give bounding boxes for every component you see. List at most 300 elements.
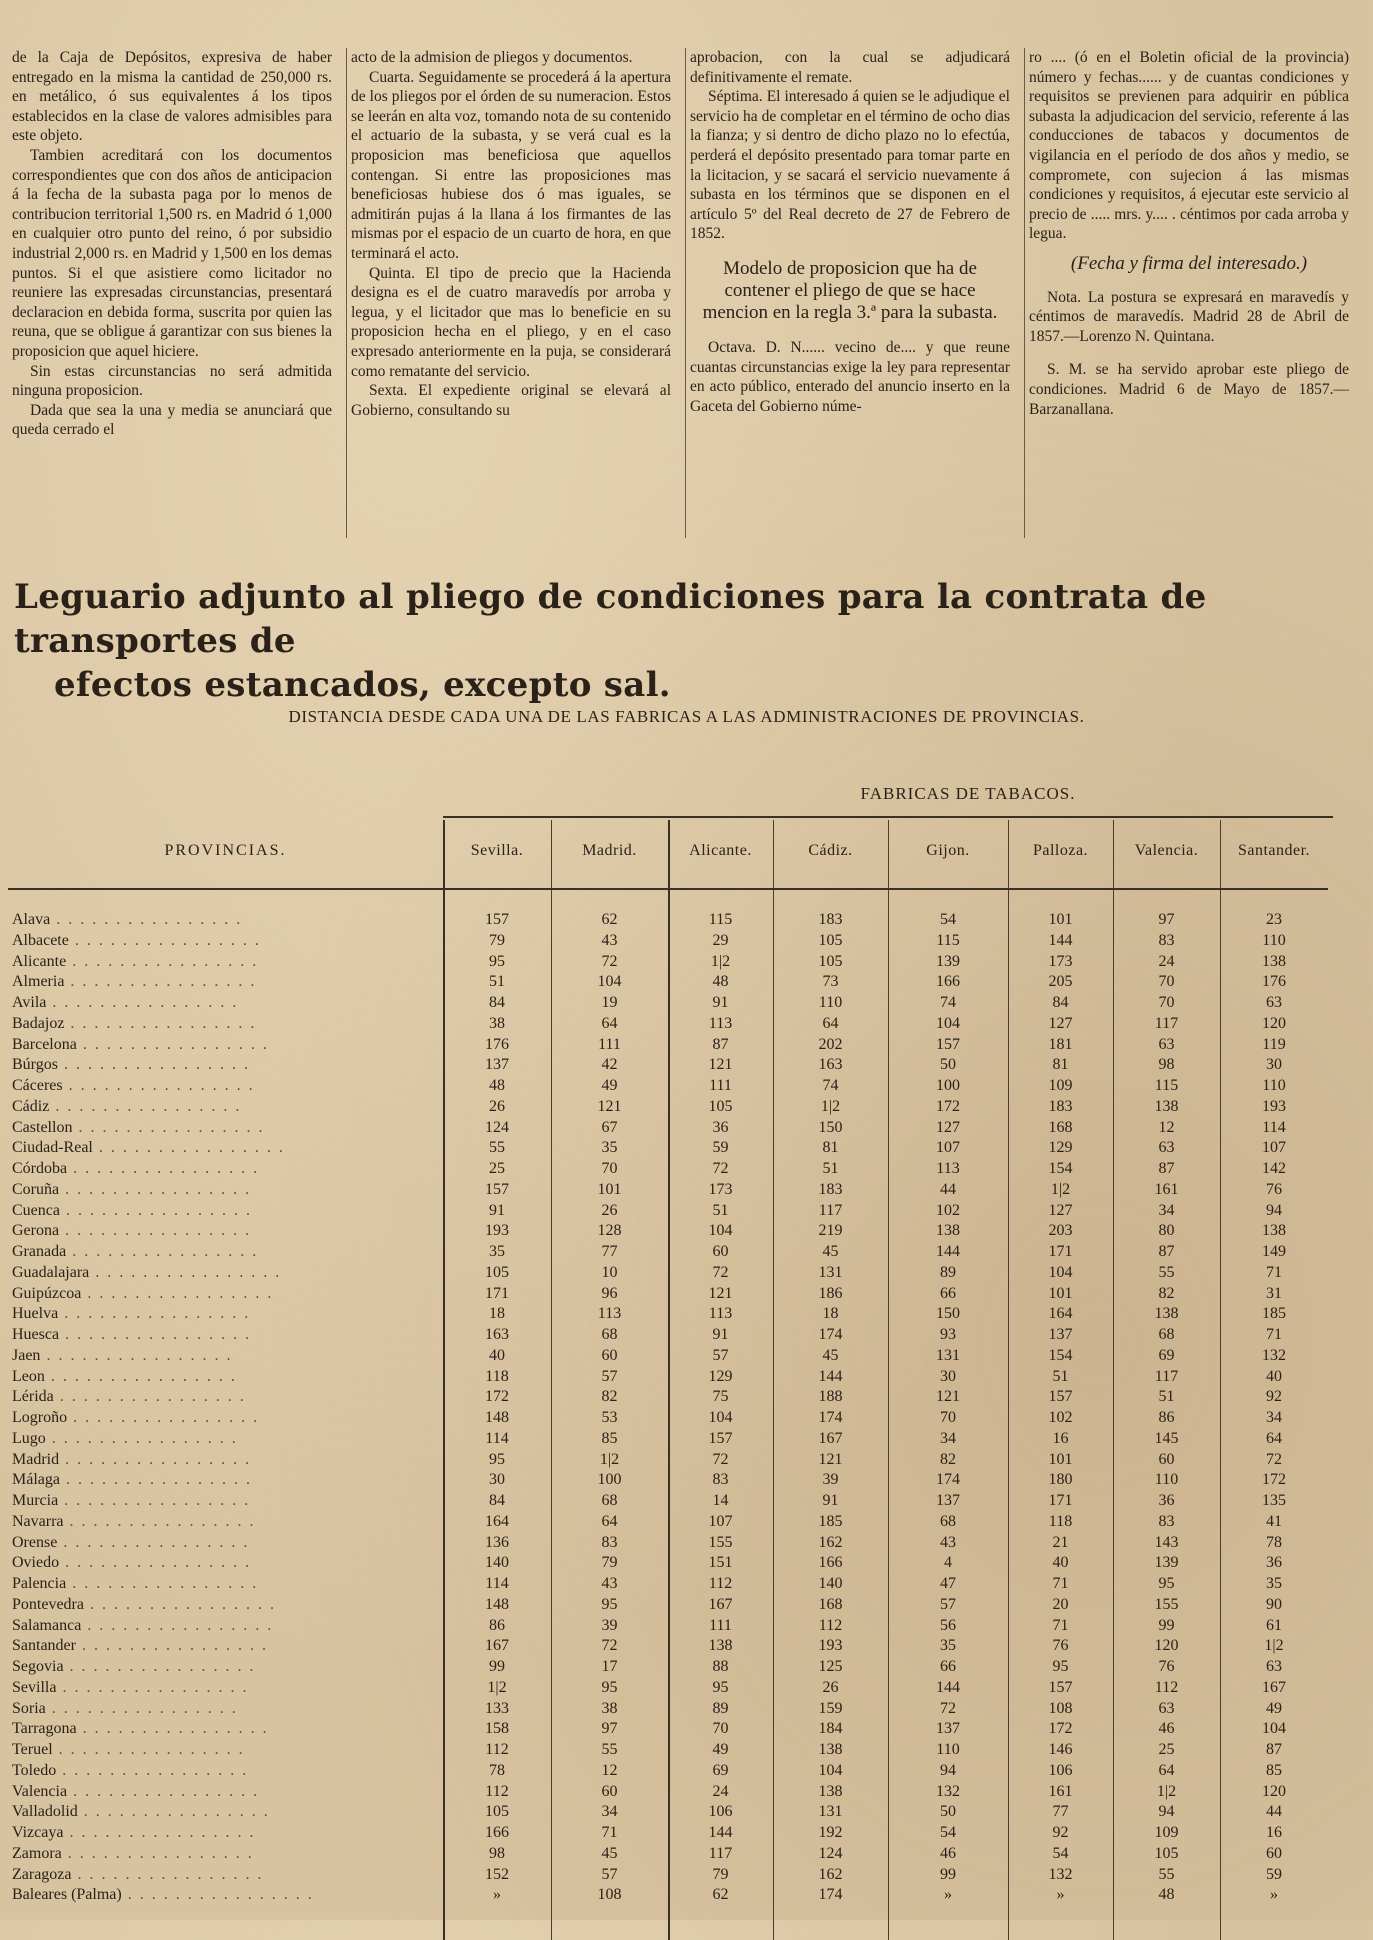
table-row: [8, 931, 1328, 952]
paragraph: Dada que sea la una y media se anunciará que queda cerrado el: [12, 401, 332, 439]
table-row: [8, 1325, 1328, 1346]
distance-cell: 18: [489, 1305, 505, 1323]
distance-cell: 71: [1266, 1326, 1282, 1343]
distance-cell: 112: [818, 1616, 843, 1634]
distance-cell: 114: [485, 1575, 509, 1592]
distance-cell: 39: [601, 1616, 618, 1634]
table-row: [8, 1595, 1328, 1616]
table-row: [8, 1346, 1328, 1367]
distance-cell: 185: [818, 1512, 843, 1530]
distance-cell: 40: [1052, 1554, 1069, 1572]
distance-cell: 135: [1262, 1492, 1286, 1509]
distance-cell: 69: [1158, 1346, 1175, 1364]
distance-cell: 120: [1262, 1782, 1286, 1800]
distance-cell: 50: [940, 1056, 956, 1074]
column-header: Santander.: [1237, 842, 1311, 859]
province-name: Zaragoza . .: [12, 1865, 437, 1886]
distance-cell: 121: [818, 1450, 843, 1468]
table-row: [8, 1885, 1328, 1906]
distance-cell: 120: [1262, 1014, 1286, 1032]
distance-cell: 161: [1154, 1180, 1179, 1198]
distance-cell: 25: [1158, 1741, 1175, 1758]
distance-cell: »: [493, 1886, 501, 1904]
distance-cell: 127: [1048, 1201, 1073, 1219]
paragraph: Nota. La postura se expresará en maravedís y céntimos de maravedís. Madrid 28 de Abril de 1857.—Lorenzo N. Quintana.: [1029, 288, 1349, 345]
page-title: [14, 575, 1359, 707]
distance-cell: 100: [597, 1471, 622, 1489]
distance-cell: 167: [485, 1637, 509, 1655]
distance-cell: 104: [597, 973, 622, 991]
distance-cell: 60: [712, 1243, 729, 1260]
distance-cell: 54: [940, 1824, 956, 1841]
table-row: [8, 1055, 1328, 1076]
distance-cell: 176: [485, 1035, 509, 1053]
distance-cell: 109: [1154, 1824, 1179, 1841]
distance-cell: 74: [822, 1077, 839, 1094]
distance-cell: 140: [485, 1554, 509, 1572]
distance-cell: 101: [597, 1180, 622, 1198]
distance-cell: 105: [818, 931, 843, 949]
distance-cell: 117: [1154, 1367, 1179, 1385]
distance-cell: 49: [712, 1741, 729, 1758]
table-row: [8, 1699, 1328, 1720]
column-header: Madrid.: [582, 842, 637, 859]
distance-cell: 157: [485, 1180, 509, 1198]
table-row: [8, 1138, 1328, 1159]
distance-cell: 21: [1052, 1533, 1069, 1551]
distance-cell: 154: [1048, 1160, 1073, 1177]
distance-cell: 63: [1158, 1035, 1175, 1053]
distance-cell: 45: [822, 1346, 839, 1364]
distance-cell: 89: [940, 1263, 956, 1281]
distance-cell: 132: [1262, 1346, 1286, 1364]
distance-cell: 105: [708, 1097, 733, 1115]
distance-cell: 138: [936, 1222, 960, 1240]
table-row: [8, 910, 1328, 931]
distance-cell: 110: [1262, 931, 1286, 949]
province-name: Lérida . .: [12, 1387, 437, 1408]
distance-cell: 118: [1048, 1512, 1073, 1530]
distance-cell: 173: [708, 1180, 733, 1198]
table-row: [8, 1533, 1328, 1554]
distance-cell: 162: [818, 1533, 843, 1551]
distance-cell: 110: [818, 994, 843, 1011]
title-line-2: efectos estancados, excepto sal.: [54, 665, 671, 705]
table-row: [8, 1491, 1328, 1512]
distance-cell: 70: [601, 1160, 618, 1177]
distance-cell: 45: [601, 1844, 618, 1862]
distance-cell: 17: [601, 1658, 618, 1675]
distance-cell: 155: [708, 1533, 733, 1551]
table-row: [8, 1657, 1328, 1678]
table-row: [8, 1159, 1328, 1180]
distance-cell: 68: [601, 1326, 618, 1343]
distance-cell: 16: [1052, 1429, 1069, 1447]
distance-cell: 57: [601, 1367, 618, 1385]
distance-cell: 44: [940, 1180, 956, 1198]
distance-cell: 183: [818, 1180, 843, 1198]
distance-cell: 63: [1158, 1139, 1175, 1157]
distance-cell: 43: [940, 1533, 956, 1551]
province-name: Granada . .: [12, 1242, 437, 1263]
column-header: Gijon.: [926, 842, 970, 859]
distance-cell: 115: [708, 911, 733, 928]
distance-cell: 115: [1154, 1077, 1179, 1094]
distance-cell: 36: [1266, 1554, 1282, 1572]
province-name: Albacete . .: [12, 931, 437, 952]
distance-cell: 87: [1158, 1243, 1175, 1260]
table-row: [8, 1429, 1328, 1450]
title-line-1: Leguario adjunto al pliego de condiciones para la contrata de transportes de: [14, 577, 1207, 661]
distance-cell: 172: [936, 1097, 960, 1115]
distance-cell: 110: [1262, 1077, 1286, 1094]
distance-cell: 111: [709, 1616, 732, 1634]
distance-cell: 31: [1266, 1284, 1282, 1302]
distance-cell: 72: [601, 952, 618, 970]
province-name: Valencia . .: [12, 1782, 437, 1803]
paragraph: de la Caja de Depósitos, expresiva de haber entregado en la misma la cantidad de 250,000 rs. en metálico, ó sus equivalentes á los tipos establecidos en la clase de valores admisibles para este objeto.: [12, 49, 332, 145]
distance-cell: 60: [601, 1346, 618, 1364]
distance-cell: 99: [940, 1865, 956, 1883]
distance-cell: 186: [818, 1284, 843, 1302]
distance-cell: 154: [1048, 1346, 1073, 1364]
distance-cell: 63: [1158, 1699, 1175, 1717]
paragraph: Sin estas circunstancias no será admitida ninguna proposicion.: [12, 362, 332, 400]
paragraph: acto de la admision de pliegos y documentos.: [351, 49, 633, 66]
distance-cell: 106: [1048, 1761, 1073, 1779]
distance-cell: 138: [1154, 1097, 1179, 1115]
distance-cell: 138: [1154, 1305, 1179, 1323]
distance-cell: 164: [485, 1512, 509, 1530]
distance-cell: 150: [818, 1118, 843, 1136]
distance-cell: 35: [1266, 1575, 1282, 1592]
distance-cell: 114: [1262, 1118, 1286, 1136]
distance-cell: 101: [1048, 911, 1073, 928]
paragraph: S. M. se ha servido aprobar este pliego de condiciones. Madrid 6 de Mayo de 1857.—Barzanallana.: [1029, 361, 1349, 418]
table-row: [8, 1782, 1328, 1803]
distance-cell: 95: [712, 1678, 729, 1696]
distance-cell: 68: [601, 1492, 618, 1509]
distance-cell: 83: [1158, 1512, 1175, 1530]
distance-cell: 193: [818, 1637, 843, 1655]
distance-cell: 174: [818, 1886, 843, 1904]
province-name: Orense . .: [12, 1533, 437, 1554]
distance-cell: 104: [708, 1222, 733, 1240]
table-row: [8, 1719, 1328, 1740]
table-row: [8, 1636, 1328, 1657]
distance-cell: 138: [1262, 952, 1286, 970]
paragraph: Cuarta. Seguidamente se procederá á la apertura de los pliegos por el órden de su numeracion. Estos se leerán en alta voz, tomando nota de su contenido el actuario de la subasta, y se verá cual es la proposicion mas beneficiosa que aquellos contengan. Si entre las proposiciones mas beneficiosas hubiese dos ó mas iguales, se admitirán pujas á la llana á los firmantes de las mismas por el espacio de un cuarto de hora, en que terminará el acto.: [351, 68, 671, 262]
distance-cell: 112: [1154, 1678, 1179, 1696]
distance-cell: 64: [601, 1512, 618, 1530]
distance-cell: 205: [1048, 973, 1073, 991]
distance-cell: 49: [601, 1077, 618, 1094]
distance-cell: 173: [1048, 952, 1073, 970]
distance-cell: 26: [822, 1678, 839, 1696]
distance-cell: 136: [485, 1533, 509, 1551]
distance-cell: 94: [1158, 1803, 1175, 1821]
column-header: Alicante.: [689, 842, 752, 859]
table-row: [8, 1242, 1328, 1263]
distance-cell: 64: [1266, 1429, 1282, 1447]
text-column-3: [686, 48, 1025, 538]
province-name: Palencia . .: [12, 1574, 437, 1595]
distance-cell: 59: [712, 1139, 729, 1157]
distance-cell: 23: [1266, 911, 1282, 928]
distance-cell: 88: [712, 1658, 729, 1675]
paragraph: Quinta. El tipo de precio que la Hacienda designa es el de cuatro maravedís por arroba y legua, y el licitador que mas lo beneficie en su proposicion hecha en el pliego, y en el caso expresado anteriormente en la puja, se considerará como rematante del servicio.: [351, 264, 671, 380]
distance-cell: 1|2: [1156, 1782, 1177, 1800]
distance-cell: 166: [818, 1554, 843, 1572]
distance-cell: 108: [1048, 1699, 1073, 1717]
province-name: Madrid . .: [12, 1450, 437, 1471]
distance-cell: 166: [485, 1824, 509, 1841]
distance-cell: 107: [708, 1512, 733, 1530]
table-row: [8, 1616, 1328, 1637]
distance-cell: 10: [601, 1263, 618, 1281]
distance-cell: 138: [1262, 1222, 1286, 1240]
table-row: [8, 1865, 1328, 1886]
distance-cell: 119: [1262, 1035, 1286, 1053]
province-name: Búrgos . .: [12, 1055, 437, 1076]
province-name: Ciudad-Real . .: [12, 1138, 437, 1159]
distance-cell: 71: [1052, 1575, 1069, 1592]
distance-cell: 129: [708, 1367, 733, 1385]
distance-cell: 87: [712, 1035, 729, 1053]
signature-line: (Fecha y firma del interesado.): [1070, 252, 1308, 274]
distance-cell: 117: [1154, 1014, 1179, 1032]
distance-cell: 167: [818, 1429, 843, 1447]
distance-cell: 26: [601, 1201, 618, 1219]
distance-cell: 101: [1048, 1284, 1073, 1302]
table-row: [8, 1450, 1328, 1471]
province-name: Alava . .: [12, 910, 437, 931]
distance-cell: 72: [712, 1263, 729, 1281]
distance-cell: 91: [712, 994, 729, 1011]
distance-cell: 144: [1048, 931, 1073, 949]
distance-cell: 111: [598, 1035, 621, 1053]
distance-cell: 144: [708, 1824, 733, 1841]
distance-cell: 72: [601, 1637, 618, 1655]
distance-cell: 12: [601, 1761, 618, 1779]
distance-cell: 185: [1262, 1305, 1286, 1323]
distance-cell: 34: [940, 1429, 956, 1447]
distance-cell: 82: [1158, 1284, 1175, 1302]
distance-cell: 158: [485, 1720, 509, 1738]
paragraph: aprobacion, con la cual se adjudicará definitivamente el remate.: [690, 49, 1010, 86]
province-name: Navarra . .: [12, 1512, 437, 1533]
distance-cell: 79: [601, 1554, 618, 1572]
top-text-columns: [8, 48, 1363, 538]
distance-cell: 188: [818, 1388, 843, 1406]
distance-cell: 157: [1048, 1388, 1073, 1406]
distance-cell: 83: [1158, 931, 1175, 949]
distance-cell: 176: [1262, 973, 1286, 991]
distance-cell: 64: [1158, 1761, 1175, 1779]
distance-cell: 145: [1154, 1429, 1179, 1447]
distance-cell: 110: [936, 1741, 960, 1758]
distance-cell: 51: [1052, 1367, 1069, 1385]
paragraph: Sexta. El expediente original se elevará al Gobierno, consultando su: [351, 382, 671, 419]
distance-cell: 71: [1052, 1616, 1069, 1634]
distance-cell: 102: [936, 1201, 960, 1219]
table-row: [8, 1118, 1328, 1139]
distance-cell: 144: [936, 1678, 960, 1696]
paragraph: Octava. D. N...... vecino de.... y que reune cuantas circunstancias exige la ley para representar en acto público, enterado del anuncio inserto en la Gaceta del Gobierno núme-: [690, 338, 1010, 415]
distance-cell: 57: [601, 1865, 618, 1883]
distance-cell: 132: [1048, 1865, 1073, 1883]
distance-cell: 144: [818, 1367, 843, 1385]
distance-cell: 43: [601, 931, 618, 949]
province-name: Valladolid . .: [12, 1802, 437, 1823]
distance-cell: 54: [940, 911, 956, 928]
province-name: Guipúzcoa . .: [12, 1284, 437, 1305]
distance-cell: 36: [712, 1118, 729, 1136]
distance-cell: 68: [1158, 1326, 1175, 1343]
distance-cell: 105: [485, 1263, 509, 1281]
distance-cell: 104: [1262, 1720, 1286, 1738]
distance-cell: 20: [1052, 1595, 1069, 1613]
distance-cell: 60: [1266, 1844, 1282, 1862]
distance-cell: 57: [712, 1346, 729, 1364]
table-row: [8, 1512, 1328, 1533]
distance-cell: 29: [712, 931, 729, 949]
province-name: Pontevedra . .: [12, 1595, 437, 1616]
distance-cell: 121: [708, 1056, 733, 1074]
distance-cell: 99: [1158, 1616, 1175, 1634]
distance-cell: 72: [712, 1160, 729, 1177]
distance-cell: 146: [1048, 1741, 1073, 1758]
distance-cell: 59: [1266, 1865, 1282, 1883]
distance-cell: 157: [485, 911, 509, 928]
distance-cell: 62: [601, 911, 618, 928]
column-header: Sevilla.: [470, 842, 524, 859]
province-name: Huesca . .: [12, 1325, 437, 1346]
distance-cell: 163: [818, 1056, 843, 1074]
distance-cell: 96: [601, 1284, 618, 1302]
distance-cell: 172: [1262, 1471, 1286, 1489]
distance-cell: 150: [936, 1305, 960, 1323]
distance-cell: 167: [1262, 1678, 1286, 1696]
distance-cell: 73: [822, 973, 839, 991]
distance-cell: 168: [1048, 1118, 1073, 1136]
distance-cell: 84: [489, 1492, 505, 1509]
table-subtitle: DISTANCIA DESDE CADA UNA DE LAS FABRICAS A LAS ADMINISTRACIONES DE PROVINCIAS.: [288, 707, 1085, 726]
distance-cell: 114: [485, 1429, 509, 1447]
distance-cell: 172: [485, 1388, 509, 1406]
distance-cell: 66: [940, 1284, 956, 1302]
distance-cell: 124: [485, 1118, 509, 1136]
distance-cell: 84: [489, 994, 505, 1011]
distance-cell: 104: [818, 1761, 843, 1779]
distance-cell: 36: [1158, 1492, 1175, 1509]
table-row: [8, 1180, 1328, 1201]
distance-cell: 121: [936, 1388, 960, 1406]
province-name: Cuenca . .: [12, 1201, 437, 1222]
distance-cell: 81: [1052, 1056, 1069, 1074]
distance-cell: »: [944, 1886, 952, 1904]
province-name: Santander . .: [12, 1636, 437, 1657]
distance-cell: 159: [818, 1699, 843, 1717]
distance-cell: 82: [940, 1450, 956, 1468]
province-name: Baleares (Palma) . .: [12, 1885, 437, 1906]
distance-cell: 41: [1266, 1512, 1282, 1530]
distance-cell: 137: [936, 1492, 960, 1509]
distance-cell: 1|2: [1264, 1637, 1284, 1655]
distance-cell: 43: [601, 1575, 618, 1592]
distance-cell: 174: [818, 1326, 843, 1343]
distance-cell: 30: [1266, 1056, 1282, 1074]
distance-cell: 19: [601, 994, 618, 1011]
distance-cell: 68: [940, 1512, 956, 1530]
distance-cell: 60: [1158, 1450, 1175, 1468]
distance-cell: 14: [712, 1492, 729, 1509]
distance-cell: 46: [1158, 1720, 1175, 1738]
distance-cell: 72: [940, 1699, 956, 1717]
distance-cell: 98: [489, 1844, 505, 1862]
distance-cell: 131: [818, 1803, 843, 1821]
paragraph: ro .... (ó en el Boletin oficial de la provincia) número y fechas...... y de cuantas condiciones y requisitos se previenen para adquirir en pública subasta la adjudicacion del servicio, referente á las conducciones de tabacos y documentos de vigilancia en el período de dos años y medio, se compromete, con sujecion á las mismas condiciones y requisitos, á ejecutar este servicio al precio de ..... mrs. y.... . céntimos por cada arroba y legua.: [1029, 49, 1349, 243]
distance-cell: 80: [1158, 1222, 1175, 1240]
distance-cell: 47: [940, 1575, 956, 1592]
table-row: [8, 1284, 1328, 1305]
distance-cell: 54: [1052, 1844, 1069, 1862]
distance-cell: 127: [1048, 1014, 1073, 1032]
distance-cell: 113: [708, 1305, 733, 1323]
distance-cell: 24: [712, 1782, 729, 1800]
distance-cell: 51: [712, 1201, 729, 1219]
distance-cell: 90: [1266, 1595, 1282, 1613]
distance-cell: 86: [489, 1616, 505, 1634]
group-header: FABRICAS DE TABACOS.: [860, 784, 1076, 803]
table-row: [8, 952, 1328, 973]
divider: [443, 816, 1333, 818]
distance-cell: 78: [489, 1761, 505, 1779]
distance-cell: 34: [1158, 1201, 1175, 1219]
distance-cell: 148: [485, 1595, 509, 1613]
distance-cell: 25: [489, 1160, 505, 1177]
distance-cell: 120: [1154, 1637, 1179, 1655]
distance-cell: 76: [1266, 1180, 1282, 1198]
distance-cell: 66: [940, 1658, 956, 1675]
province-name: Zamora . .: [12, 1844, 437, 1865]
distance-cell: 137: [1048, 1326, 1073, 1343]
distance-cell: 91: [712, 1326, 729, 1343]
distance-cell: 49: [1266, 1699, 1282, 1717]
province-name: Málaga . .: [12, 1470, 437, 1491]
distance-cell: 137: [485, 1056, 509, 1074]
province-name: Coruña . .: [12, 1180, 437, 1201]
distance-cell: 48: [489, 1077, 505, 1094]
distance-cell: 87: [1158, 1160, 1175, 1177]
distance-cell: 35: [940, 1637, 956, 1655]
table-row: [8, 1014, 1328, 1035]
province-name: Logroño . .: [12, 1408, 437, 1429]
distance-cell: 112: [485, 1741, 509, 1758]
distance-cell: 94: [940, 1761, 956, 1779]
distance-cell: 108: [597, 1886, 622, 1904]
distance-cell: 219: [818, 1222, 843, 1240]
distance-cell: 99: [489, 1658, 505, 1675]
distance-cell: 82: [601, 1388, 618, 1406]
distance-cell: 149: [1262, 1243, 1286, 1260]
distance-cell: 61: [1266, 1616, 1282, 1634]
distance-cell: 137: [936, 1720, 960, 1738]
distance-cell: 53: [601, 1409, 618, 1426]
table-row: [8, 1304, 1328, 1325]
table-row: [8, 1221, 1328, 1242]
distance-cell: 107: [1262, 1139, 1286, 1157]
